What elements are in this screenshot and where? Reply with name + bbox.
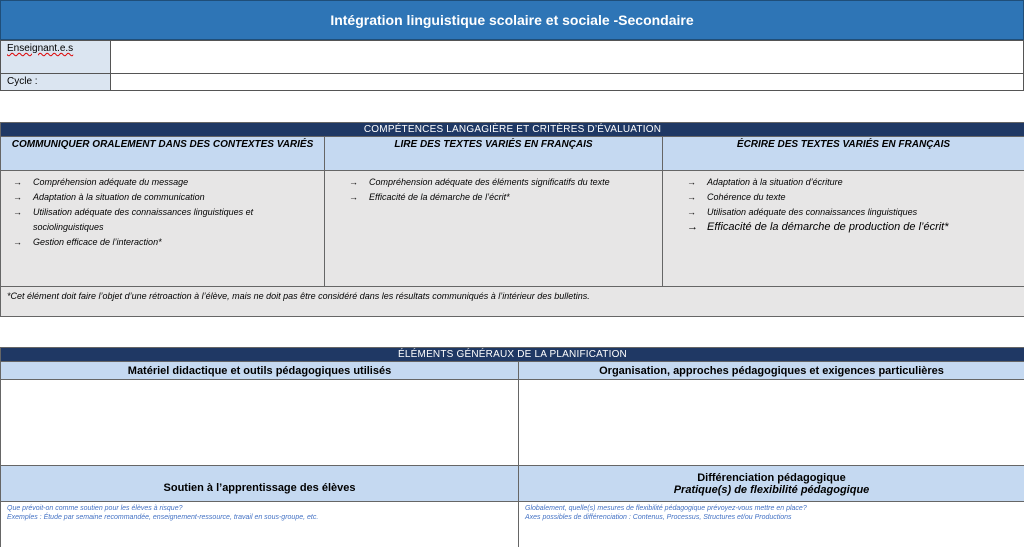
arrow-icon: → [687, 207, 696, 217]
arrow-icon: → [349, 177, 358, 187]
reading-criteria [325, 171, 663, 287]
planning-header: ÉLÉMENTS GÉNÉRAUX DE LA PLANIFICATION [1, 348, 1024, 362]
differentiation-field[interactable] [519, 502, 1024, 547]
reading-competence-title: LIRE DES TEXTES VARIÉS EN FRANÇAIS [325, 137, 663, 171]
arrow-icon: → [349, 192, 358, 202]
organization-field[interactable] [519, 380, 1024, 466]
support-title: Soutien à l’apprentissage des élèves [163, 481, 356, 494]
support-title-cell [1, 466, 519, 502]
arrow-icon: → [687, 192, 696, 202]
criterion-item: → Adaptation à la situation d’écriture [681, 175, 1018, 190]
criterion-item: → Utilisation adéquate des connaissances linguistiques [681, 205, 1018, 220]
competences-table [0, 122, 1024, 317]
arrow-icon: → [13, 207, 22, 217]
cycle-label: Cycle : [1, 74, 111, 91]
oral-criteria [1, 171, 325, 287]
arrow-icon: → [687, 177, 696, 187]
teacher-label: Enseignant.e.s [1, 41, 111, 74]
arrow-icon: → [13, 192, 22, 202]
cycle-field[interactable] [111, 74, 1024, 91]
differentiation-help-question: Globalement, quelle(s) mesures de flexibilité pédagogique prévoyez-vous mettre en place? [525, 505, 807, 512]
organization-title: Organisation, approches pédagogiques et exigences particulières [519, 362, 1024, 380]
cycle-row [1, 74, 1024, 91]
support-help-examples: Exemples : Étude par semaine recommandée, enseignement-ressource, travail en sous-groupe, etc. [7, 514, 319, 521]
differentiation-help-axes: Axes possibles de différenciation : Contenus, Processus, Structures et/ou Productions [525, 514, 792, 521]
writing-competence-title: ÉCRIRE DES TEXTES VARIÉS EN FRANÇAIS [663, 137, 1024, 171]
info-table [0, 40, 1024, 91]
competences-header: COMPÉTENCES LANGAGIÈRE ET CRITÈRES D’ÉVALUATION [1, 123, 1024, 137]
support-help-question: Que prévoit-on comme soutien pour les élèves à risque? [7, 505, 183, 512]
arrow-icon: → [687, 221, 698, 233]
arrow-icon: → [13, 237, 22, 247]
support-field[interactable] [1, 502, 519, 547]
criterion-item: → Efficacité de la démarche de production de l’écrit* [687, 221, 949, 233]
criterion-item: → Cohérence du texte [681, 190, 1018, 205]
planning-table [0, 347, 1024, 547]
evaluation-footnote: *Cet élément doit faire l’objet d’une rétroaction à l’élève, mais ne doit pas être considéré dans les résultats communiqués à l’intérieur des bulletins. [1, 287, 1024, 317]
material-title: Matériel didactique et outils pédagogiques utilisés [1, 362, 519, 380]
differentiation-subtitle: Pratique(s) de flexibilité pédagogique [673, 483, 870, 496]
teacher-field[interactable] [111, 41, 1024, 74]
criterion-item: → Utilisation adéquate des connaissances linguistiques et sociolinguistiques [13, 207, 254, 232]
criterion-item: → Gestion efficace de l’interaction* [7, 235, 318, 250]
document-title: Intégration linguistique scolaire et sociale -Secondaire [0, 0, 1024, 40]
arrow-icon: → [13, 177, 22, 187]
criterion-item: → Efficacité de la démarche de l’écrit* [343, 190, 656, 205]
differentiation-title: Différenciation pédagogique [697, 471, 846, 484]
criterion-item: → Compréhension adéquate du message [7, 175, 318, 190]
teacher-row [1, 41, 1024, 74]
material-field[interactable] [1, 380, 519, 466]
differentiation-title-cell [519, 466, 1024, 502]
criterion-item: → Compréhension adéquate des éléments significatifs du texte [343, 175, 656, 190]
criterion-item: → Adaptation à la situation de communication [7, 190, 318, 205]
writing-criteria [663, 171, 1024, 287]
oral-competence-title: COMMUNIQUER ORALEMENT DANS DES CONTEXTES VARIÉS [1, 137, 325, 171]
